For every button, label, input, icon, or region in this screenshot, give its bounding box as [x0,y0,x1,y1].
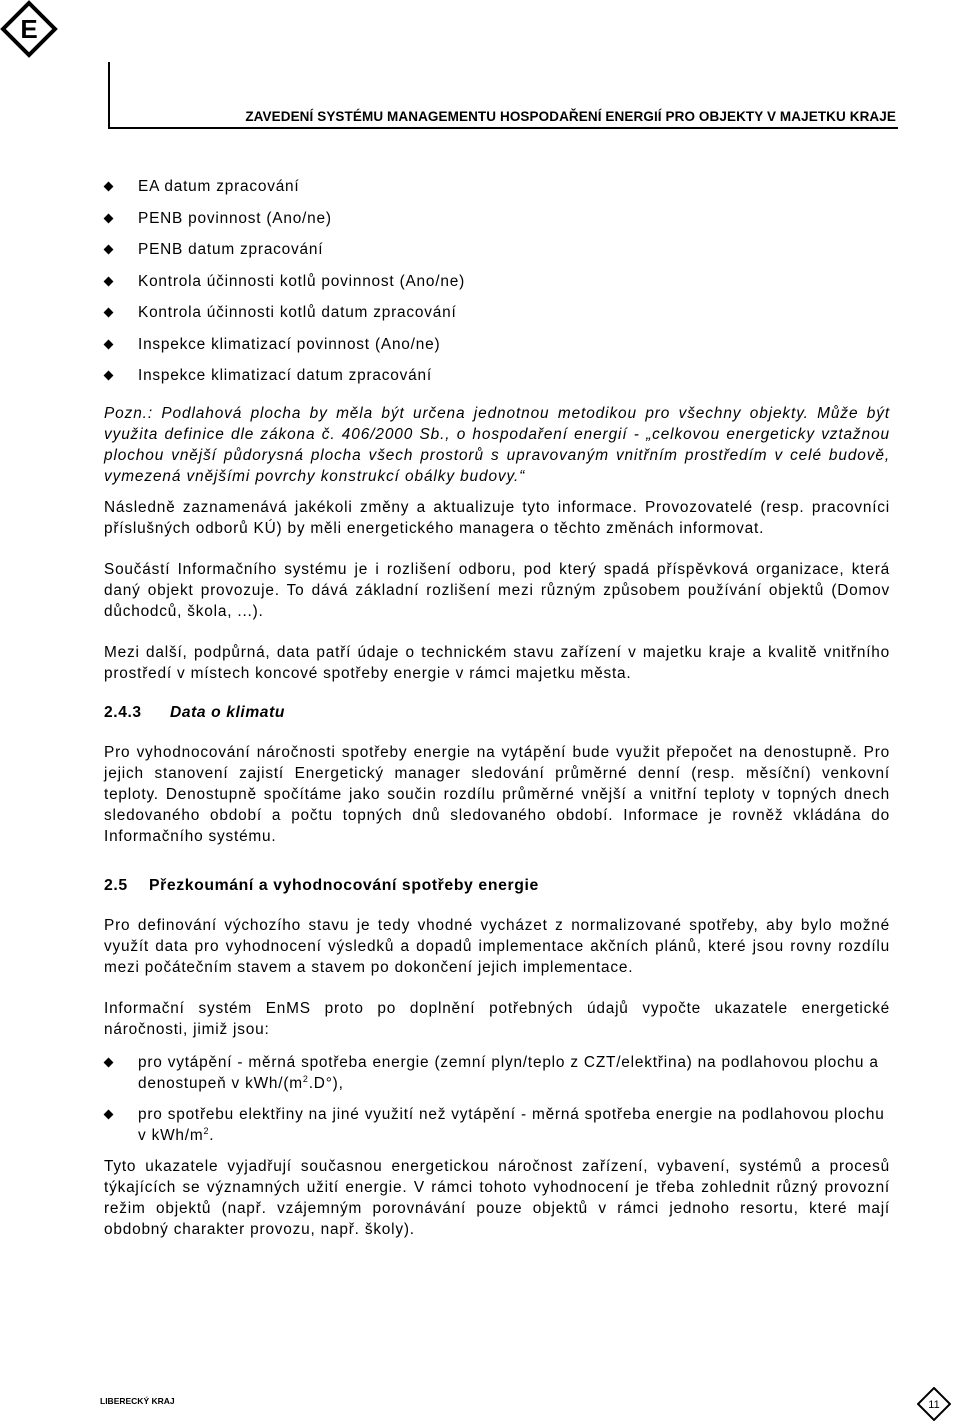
list-item: Kontrola účinnosti kotlů datum zpracování [104,302,890,334]
diamond-bullet-icon [104,1057,114,1067]
diamond-bullet-icon [104,371,114,381]
page-header-title: ZAVEDENÍ SYSTÉMU MANAGEMENTU HOSPODAŘENÍ ENERGIÍ PRO OBJEKTY V MAJETKU KRAJE [245,109,896,124]
section-title: Data o klimatu [170,703,285,721]
paragraph: Tyto ukazatele vyjadřují současnou energetickou náročnost zařízení, vybavení, systémů a procesů týkajících se významných užití energie. V rámci tohoto vyhodnocení je třeba zohlednit různý provozní režim objektů (např. vzájemným porovnávání pouze objektů v rámci jednoho resortu, které mají obdobný charakter provozu, např. školy). [104,1157,890,1238]
energy-logo [0,0,58,58]
section-number: 2.5 [104,876,128,894]
indicator-list [104,1052,890,1146]
diamond-bullet-icon [104,308,114,318]
list-item: Kontrola účinnosti kotlů povinnost (Ano/ne) [104,271,890,303]
paragraph: Pro vyhodnocování náročnosti spotřeby energie na vytápění bude využit přepočet na denostupně. Pro jejich stanovení zajistí Energetický manager sledování průměrné denní (resp. měsíční) venkovní teploty. Denostupně spočítáme jako součin rozdílu průměrné vnější a vnitřní teploty v topných dnech sledovaného období a počtu topných dnů sledovaného období. Informace je rovněž vkládána do Informačního systému. [104,743,890,845]
header-vertical-rule [108,62,110,128]
list-item: PENB povinnost (Ano/ne) [104,208,890,240]
list-item: Inspekce klimatizací datum zpracování [104,365,890,397]
paragraph: Následně zaznamenává jakékoli změny a aktualizuje tyto informace. Provozovatelé (resp. pracovníci příslušných odborů KÚ) by měli energetického managera o těchto změnách informovat. [104,498,890,537]
paragraph: Informační systém EnMS proto po doplnění potřebných údajů vypočte ukazatele energetické náročnosti, jimiž jsou: [104,999,890,1038]
diamond-bullet-icon [104,182,114,192]
record-fields-list [104,176,890,397]
header-horizontal-rule [108,127,898,129]
logo-letter: E [20,14,38,44]
paragraph: Součástí Informačního systému je i rozlišení odboru, pod který spadá příspěvková organizace, která daný objekt provozuje. To dává základní rozlišení mezi různým způsobem používání objektů (Domov důchodců, škola, ...). [104,560,890,620]
list-item: EA datum zpracování [104,176,890,208]
section-title: Přezkoumání a vyhodnocování spotřeby energie [149,876,539,894]
section-number: 2.4.3 [104,703,142,721]
page-number: 11 [928,1399,940,1411]
diamond-bullet-icon [104,213,114,223]
footer-region-name: LIBERECKÝ KRAJ [100,1396,175,1406]
diamond-bullet-icon [104,276,114,286]
page-content [104,176,890,1240]
list-item: pro spotřebu elektřiny na jiné využití než vytápění - měrná spotřeba energie na podlahovou plochu v kWh/$m^2$. [104,1104,890,1146]
page-number-badge [917,1387,951,1421]
list-item: PENB datum zpracování [104,239,890,271]
list-item: Inspekce klimatizací povinnost (Ano/ne) [104,334,890,366]
diamond-bullet-icon [104,245,114,255]
diamond-bullet-icon [104,339,114,349]
list-item: pro vytápění - měrná spotřeba energie (zemní plyn/teplo z CZT/elektřina) na podlahovou plochu a denostupeň v kWh/$(m^2.D^\circ)$, [104,1052,890,1094]
floor-area-note: Pozn.: Podlahová plocha by měla být určena jednotnou metodikou pro všechny objekty. Může být využita definice dle zákona č. 406/2000 Sb., o hospodaření energií - „celkovou energeticky vztažnou plochou vnější půdorysná plocha všech prostorů s upravovaným vnitřním prostředím v celé budově, vymezená vnějšími povrchy konstrukcí obálky budovy.“ [104,404,890,485]
diamond-bullet-icon [104,1109,114,1119]
paragraph: Mezi další, podpůrná, data patří údaje o technickém stavu zařízení v majetku kraje a kvalitě vnitřního prostředí v místech koncové spotřeby energie v rámci majetku města. [104,643,890,682]
paragraph: Pro definování výchozího stavu je tedy vhodné vycházet z normalizované spotřeby, aby bylo možné využít data pro vyhodnocení výsledků a dopadů implementace akčních plánů, které jsou rovny rozdílu mezi počátečním stavem a stavem po dokončení jejich implementace. [104,916,890,976]
section-heading-climate [104,704,890,722]
section-heading-review [104,877,890,895]
